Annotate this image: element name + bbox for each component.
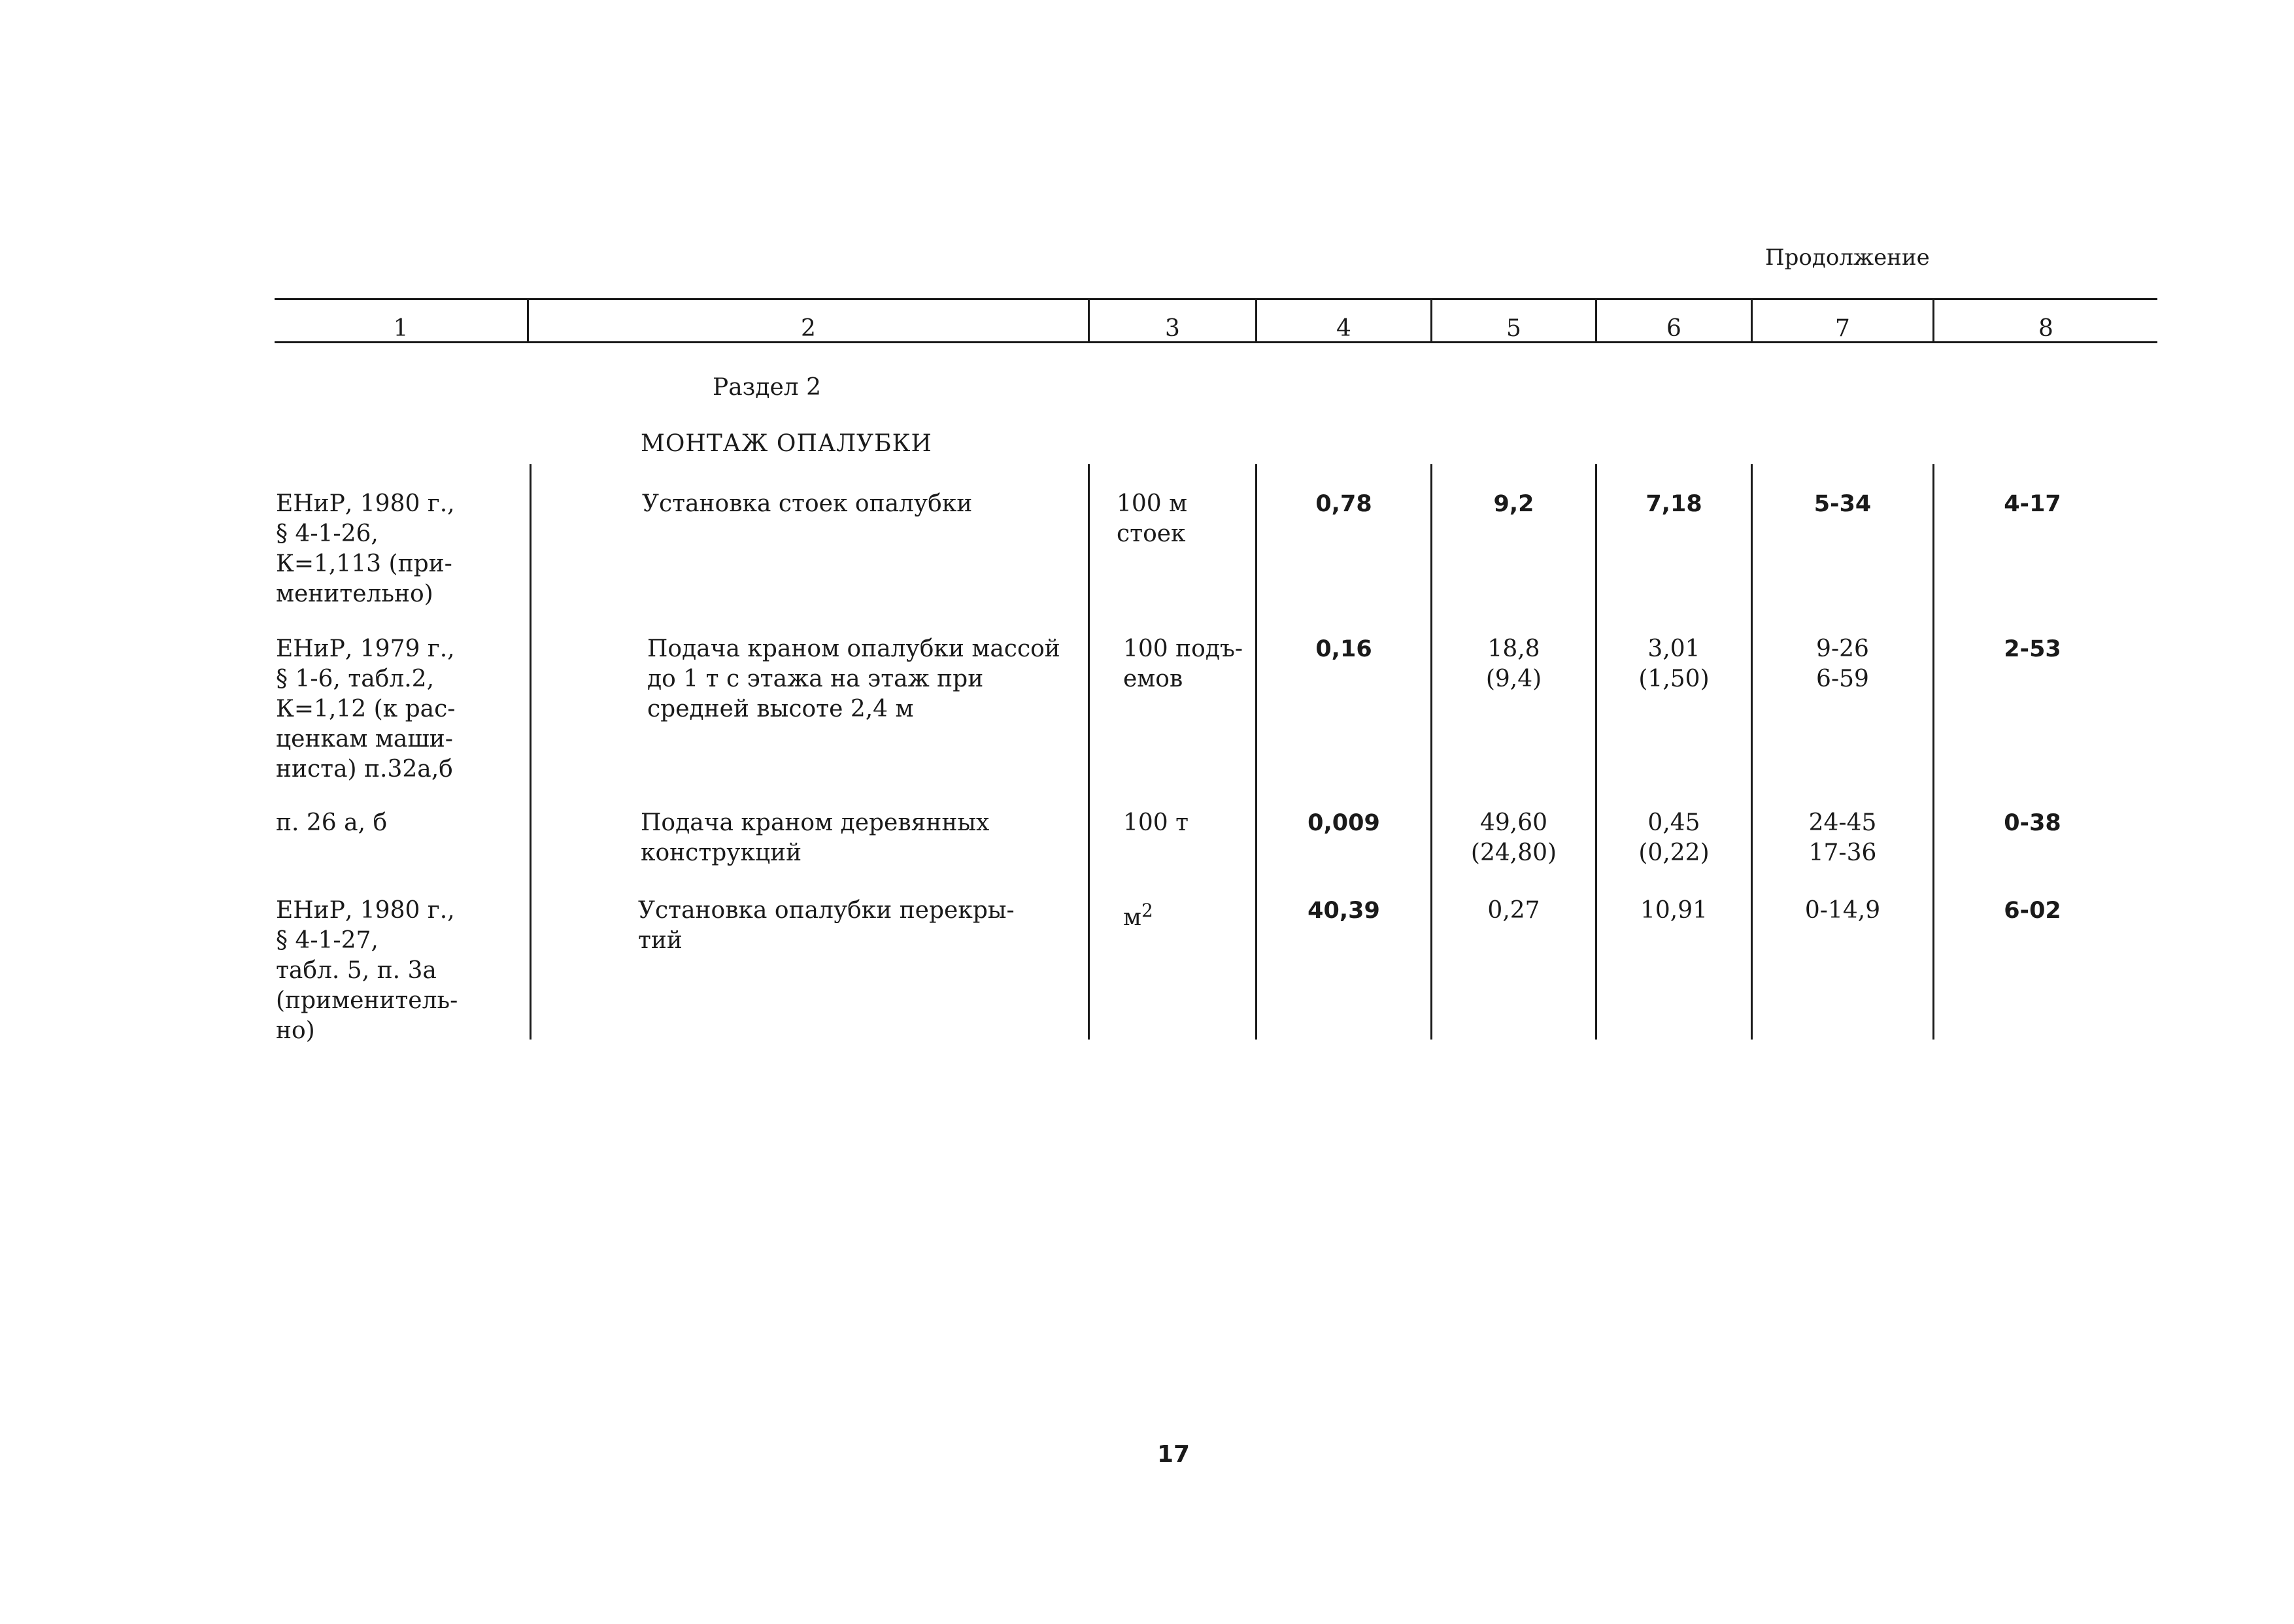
col4-cell: 0,78	[1315, 491, 1372, 517]
col7-cell: 0-14,9	[1804, 897, 1881, 924]
col4-cell: 40,39	[1307, 898, 1380, 924]
col7-cell: 5-34	[1813, 491, 1872, 517]
body-divider	[1255, 464, 1257, 1040]
col5-cell: 9,2	[1493, 491, 1534, 517]
col6-cell: 3,01 (1,50)	[1638, 635, 1710, 692]
col4-cell: 0,16	[1315, 636, 1372, 662]
column-number: 3	[1165, 315, 1180, 342]
column-number: 5	[1506, 315, 1521, 342]
continuation-label: Продолжение	[1765, 245, 1930, 271]
unit-cell: 100 т	[1123, 809, 1189, 836]
col8-cell: 0-38	[2004, 810, 2061, 836]
col5-cell: 49,60 (24,80)	[1470, 809, 1557, 866]
unit-cell: 100 подъ- емов	[1123, 635, 1243, 692]
col5-cell: 0,27	[1487, 897, 1540, 924]
col7-cell: 24-45 17-36	[1808, 809, 1877, 866]
source-cell: ЕНиР, 1980 г., § 4-1-26, К=1,113 (при- менительно)	[276, 490, 455, 607]
source-cell: п. 26 а, б	[276, 809, 388, 836]
col7-cell: 9-26 6-59	[1816, 635, 1869, 692]
body-divider	[1932, 464, 1934, 1040]
column-number: 6	[1666, 315, 1681, 342]
column-number: 2	[801, 315, 816, 342]
col8-cell: 2-53	[2004, 636, 2061, 662]
column-number: 1	[393, 315, 409, 342]
work-cell: Установка опалубки перекры- тий	[638, 897, 1015, 954]
section-label: Раздел 2	[713, 374, 822, 401]
column-number: 4	[1336, 315, 1351, 342]
col6-cell: 10,91	[1640, 897, 1708, 924]
unit-cell: 100 м стоек	[1117, 490, 1188, 547]
col5-cell: 18,8 (9,4)	[1485, 635, 1542, 692]
column-number: 8	[2038, 315, 2053, 342]
body-divider	[1751, 464, 1753, 1040]
col6-cell: 7,18	[1645, 491, 1702, 517]
col6-cell: 0,45 (0,22)	[1638, 809, 1710, 866]
unit-cell: $м^2$	[1123, 900, 1153, 931]
work-cell: Подача краном опалубки массой до 1 т с этажа на этаж при средней высоте 2,4 м	[647, 635, 1060, 722]
page-number: 17	[1156, 1441, 1190, 1468]
work-cell: Подача краном деревянных конструкций	[641, 809, 990, 866]
col8-cell: 4-17	[2004, 491, 2061, 517]
section-title: МОНТАЖ ОПАЛУБКИ	[641, 430, 932, 457]
col4-cell: 0,009	[1307, 810, 1380, 836]
body-divider	[1430, 464, 1432, 1040]
col8-cell: 6-02	[2004, 898, 2061, 924]
source-cell: ЕНиР, 1979 г., § 1-6, табл.2, К=1,12 (к рас- ценкам маши- ниста) п.32а,б	[276, 635, 456, 783]
body-divider	[1595, 464, 1597, 1040]
body-divider	[530, 464, 531, 1040]
work-cell: Установка стоек опалубки	[642, 490, 973, 517]
source-cell: ЕНиР, 1980 г., § 4-1-27, табл. 5, п. 3а (применитель- но)	[276, 897, 458, 1044]
header-top-rule	[275, 298, 2157, 300]
column-number: 7	[1835, 315, 1850, 342]
